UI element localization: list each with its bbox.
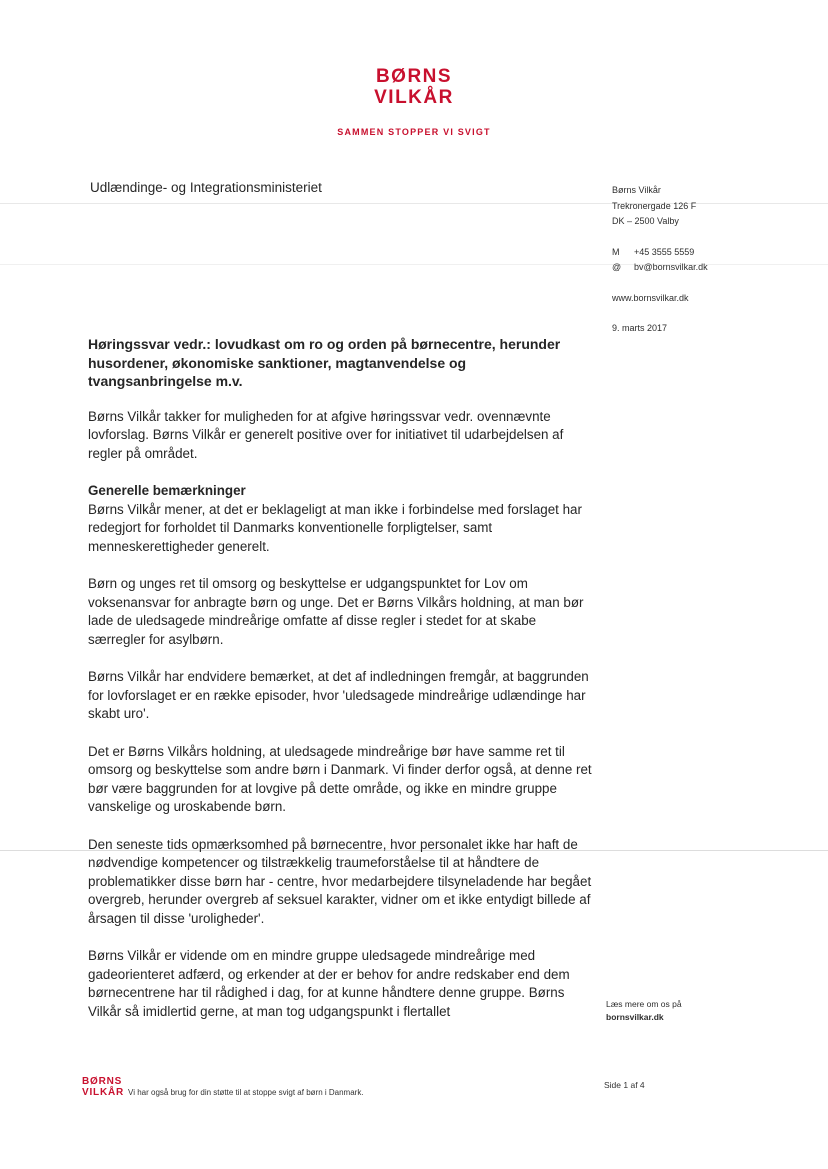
sender-name: Børns Vilkår	[612, 185, 661, 195]
footer-logo-line-2: VILKÅR	[82, 1086, 125, 1098]
sender-email: bv@bornsvilkar.dk	[634, 262, 708, 272]
letter-heading: Høringssvar vedr.: lovudkast om ro og orden på børnecentre, herunder husordener, økonomiske sanktioner, magtanvendelse og tvangsanbringelse m.v.	[88, 336, 561, 389]
footer-slogan: Vi har også brug for din støtte til at stoppe svigt af børn i Danmark.	[128, 1087, 364, 1097]
sender-phone: +45 3555 5559	[634, 246, 695, 257]
section-title: Generelle bemærkninger	[88, 483, 246, 498]
footer	[82, 1077, 762, 1098]
side-note	[606, 998, 682, 1024]
logo-line-2: VILKÅR	[374, 87, 454, 108]
paragraph-5: Den seneste tids opmærksomhed på børnecentre, hvor personalet ikke har haft de nødvendige kompetencer og tilstrækkelig traumeforståelse til at håndtere de problematikker disse børn har - centre, hvor medarbejdere tilsyneladende har begået overgreb, herunder overgreb af seksuel karakter, vidner om et ikke entydigt billede af årsagen til disse 'uroligheder'.	[88, 836, 592, 926]
sender-street: Trekronergade 126 F	[612, 200, 697, 211]
brand-logo	[0, 66, 828, 137]
email-label: @	[612, 262, 622, 272]
letter-body	[88, 335, 593, 1040]
sender-city: DK – 2500 Valby	[612, 216, 679, 226]
sender-phone-row	[612, 245, 708, 261]
paragraph-2: Børn og unges ret til omsorg og beskyttelse er udgangspunktet for Lov om voksenansvar for anbragte børn og unge. Det er Børns Vilkårs holdning, at man bør lade de uledsagede mindreårige omfatte af disse regler i stedet for at skabe særregler for asylbørn.	[88, 576, 584, 647]
footer-logo-line-1: BØRNS	[82, 1076, 123, 1087]
sender-email-row	[612, 260, 708, 276]
side-note-text: Læs mere om os på	[606, 999, 682, 1009]
paragraph-3: Børns Vilkår har endvidere bemærket, at det af indledningen fremgår, at baggrunden for lovforslaget er en række episoder, hvor 'uledsagede mindreårige udlændinge har skabt uro'.	[88, 669, 589, 721]
letter-date: 9. marts 2017	[612, 323, 668, 333]
brand-tagline: SAMMEN STOPPER VI SVIGT	[337, 127, 491, 137]
recipient: Udlændinge- og Integrationsministeriet	[90, 180, 322, 195]
paragraph-1: Børns Vilkår mener, at det er beklageligt at man ikke i forbindelse med forslaget har redegjort for forholdet til Danmarks konventionelle forpligtelser, samt menneskerettigheder generelt.	[88, 501, 582, 554]
sender-block	[612, 183, 708, 337]
phone-label: M	[612, 246, 620, 257]
intro-paragraph: Børns Vilkår takker for muligheden for at afgive høringssvar vedr. ovennævnte lovforslag. Børns Vilkår er generelt positive over for initiativet til udarbejdelsen af regler på området.	[88, 408, 564, 461]
side-note-link[interactable]: bornsvilkar.dk	[606, 1012, 664, 1022]
paragraph-4: Det er Børns Vilkårs holdning, at uledsagede mindreårige bør have samme ret til omsorg og beskyttelse som andre børn i Danmark. Vi finder derfor også, at denne ret bør være baggrunden for at lovgive på dette område, og ikke en mindre gruppe vanskelige og uroskabende børn.	[88, 743, 592, 814]
paragraph-6: Børns Vilkår er vidende om en mindre gruppe uledsagede mindreårige med gadeorienteret adfærd, og erkender at der er behov for andre redskaber end dem børnecentrene har til rådighed i dag, for at kunne håndtere denne gruppe. Børns Vilkår så imidlertid gerne, at man tog udgangspunkt i flertallet	[88, 948, 570, 1019]
page-number: Side 1 af 4	[604, 1080, 645, 1090]
logo-line-1: BØRNS	[375, 66, 453, 87]
sender-website: www.bornsvilkar.dk	[612, 292, 689, 303]
